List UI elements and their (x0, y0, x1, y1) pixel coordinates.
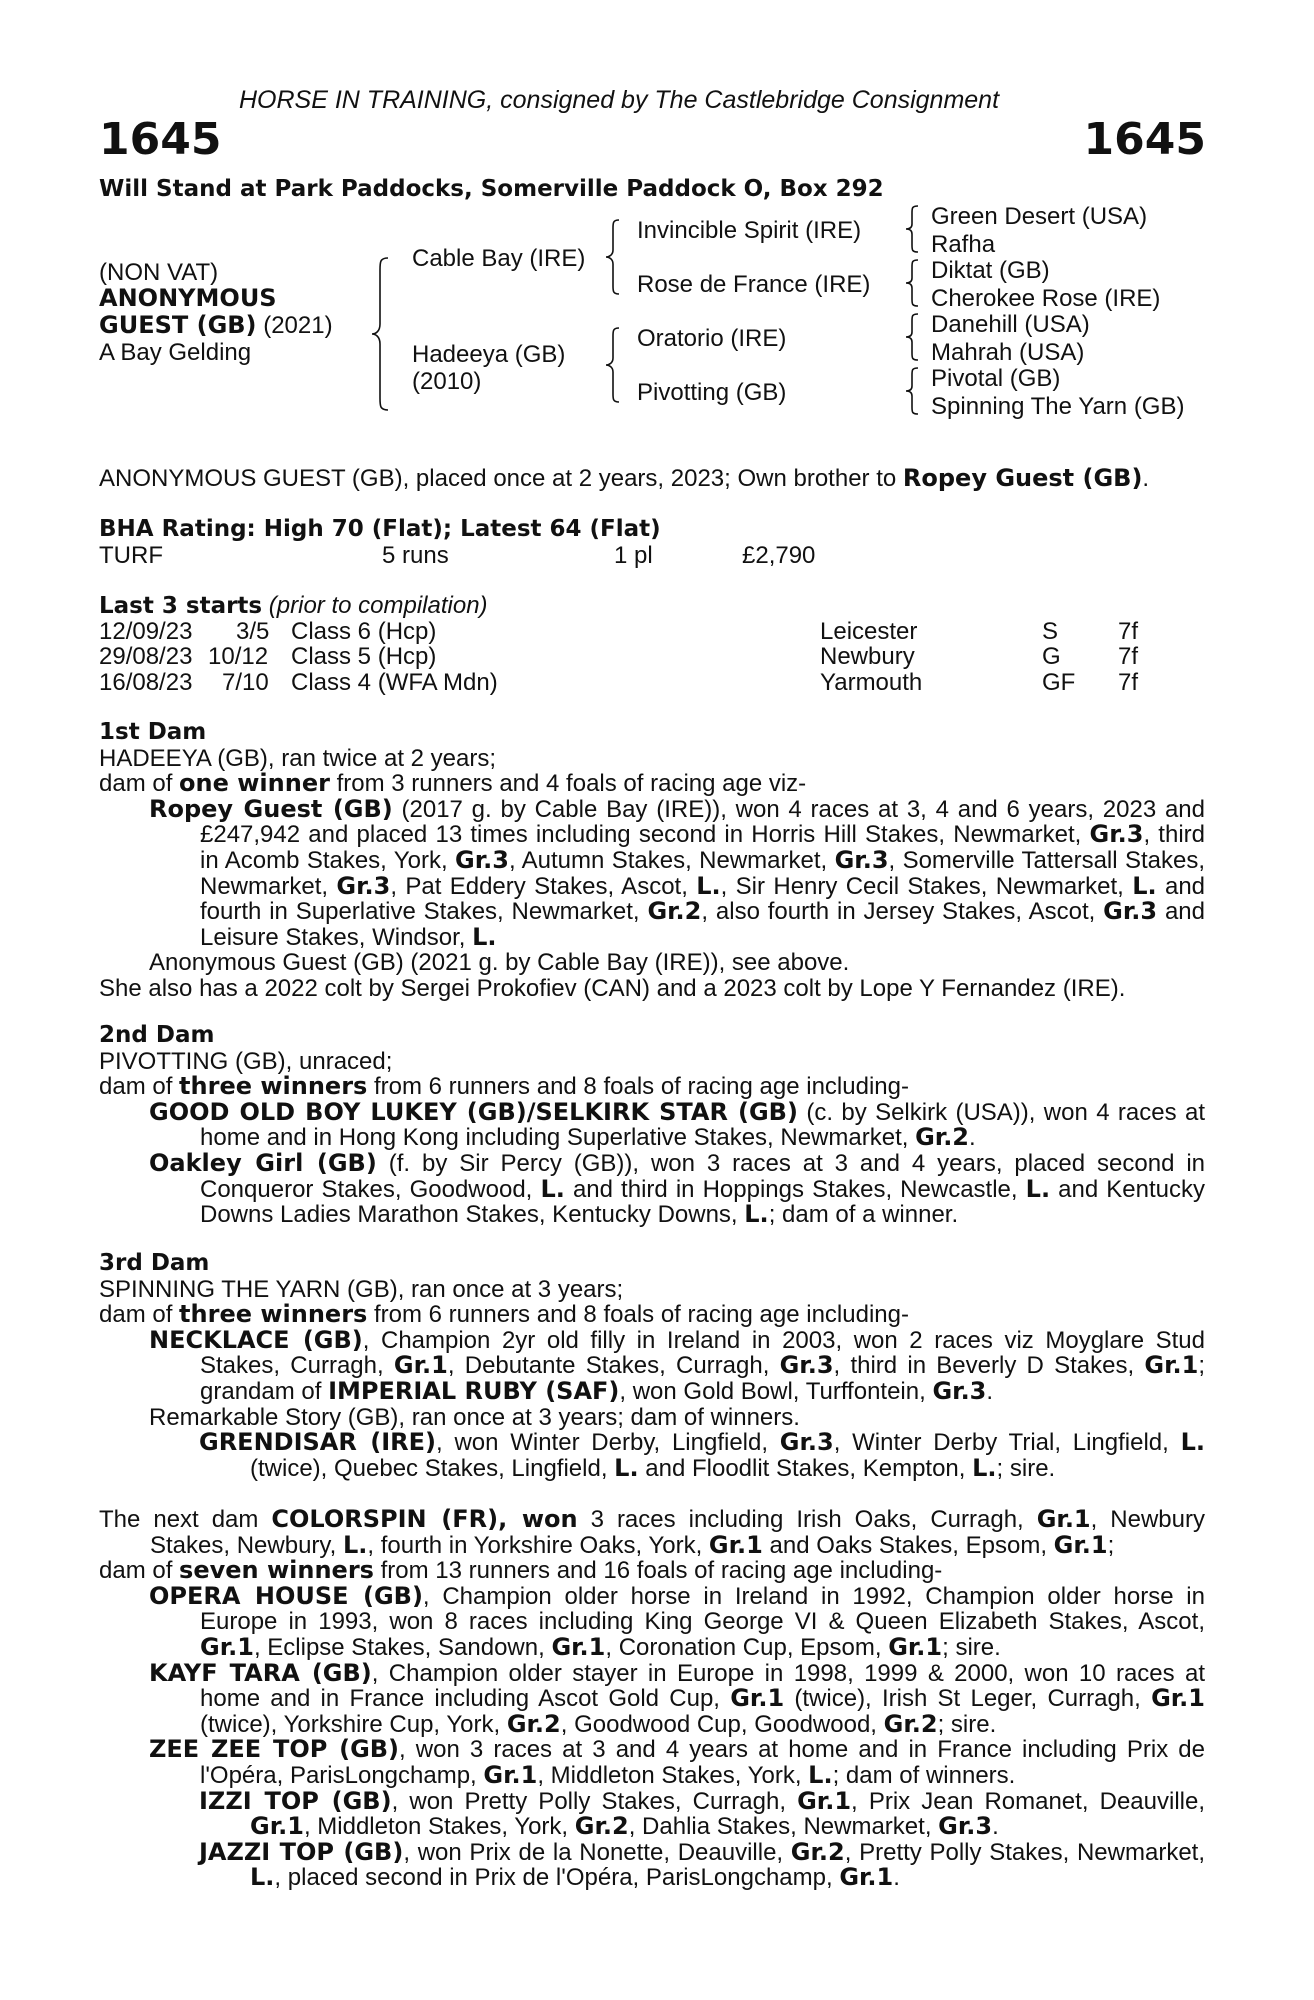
lot-number-left: 1645 (99, 114, 222, 165)
pedigree-brace-dam (606, 326, 622, 404)
horse-name-line2 (99, 312, 333, 339)
sire-dam: Rose de France (IRE) (637, 271, 871, 298)
stand-location: Will Stand at Park Paddocks, Somerville Paddock O, Box 292 (99, 176, 884, 202)
start-position: 10/12 (208, 643, 269, 670)
dam-dam-sire: Pivotal (GB) (931, 365, 1061, 392)
dam: Hadeeya (GB) (412, 341, 566, 368)
start-position: 7/10 (222, 669, 269, 696)
start-course: Yarmouth (820, 669, 923, 696)
first-dam-section (99, 720, 1205, 1002)
remarkable-story-entry: Remarkable Story (GB), ran once at 3 years; dam of winners. (149, 1403, 800, 1431)
rating-runs: 5 runs (382, 542, 449, 569)
zee-zee-top-entry: ZEE ZEE TOP (GB), won 3 races at 3 and 4 years at home and in France including Prix de l'Opéra, ParisLongchamp, Gr.1, Middleton Stakes, York, L.; dam of winners. (149, 1735, 1205, 1789)
dam-sire: Oratorio (IRE) (637, 325, 787, 352)
pedigree-brace-g2 (906, 258, 920, 308)
horse-year: (2021) (256, 312, 333, 339)
horse-vat: (NON VAT) (99, 259, 219, 286)
start-race: Class 5 (Hcp) (291, 643, 437, 670)
dam-year: (2010) (412, 368, 482, 395)
pedigree-brace-g1 (906, 204, 920, 254)
sire-dam-sire: Diktat (GB) (931, 257, 1050, 284)
second-dam-produce: dam of three winners from 6 runners and 8 foals of racing age including- (99, 1072, 909, 1101)
colorspin-entry: The next dam COLORSPIN (FR), won 3 races including Irish Oaks, Curragh, Gr.1, Newbury Stakes, Newbury, L., fourth in Yorkshire Oaks, York, Gr.1 and Oaks Stakes, Epsom, Gr.1; (99, 1505, 1205, 1559)
izzi-top-entry: IZZI TOP (GB), won Pretty Polly Stakes, Curragh, Gr.1, Prix Jean Romanet, Deauville, Gr.1, Middleton Stakes, York, Gr.2, Dahlia Stakes, Newmarket, Gr.3. (199, 1786, 1206, 1841)
last-starts-heading (99, 592, 488, 620)
start-position: 3/5 (236, 618, 270, 645)
summary-text: ANONYMOUS GUEST (GB), placed once at 2 years, 2023; Own brother to (99, 465, 903, 492)
first-dam-also: She also has a 2022 colt by Sergei Prokofiev (CAN) and a 2023 colt by Lope Y Fernandez (IRE). (99, 974, 1126, 1002)
third-dam-section (99, 1251, 1205, 1481)
third-dam-title: 3rd Dam (99, 1250, 210, 1276)
next-dam-produce: dam of seven winners from 13 runners and 16 foals of racing age including- (99, 1556, 943, 1585)
start-race: Class 6 (Hcp) (291, 618, 437, 645)
dam-sire-dam: Mahrah (USA) (931, 339, 1085, 366)
second-dam-title: 2nd Dam (99, 1022, 215, 1048)
consignment-line: HORSE IN TRAINING, consigned by The Castlebridge Consignment (239, 86, 1000, 114)
next-dam-section (99, 1507, 1205, 1891)
horse-description: A Bay Gelding (99, 339, 252, 366)
first-dam-title: 1st Dam (99, 719, 207, 745)
good-old-boy-lukey-entry: GOOD OLD BOY LUKEY (GB)/SELKIRK STAR (GB) (c. by Selkirk (USA)), won 4 races at home and in Hong Kong including Superlative Stakes, Newmarket, Gr.2. (149, 1097, 1205, 1152)
sire-sire-dam: Rafha (931, 231, 996, 258)
second-dam-line: PIVOTTING (GB), unraced; (99, 1047, 393, 1075)
kayf-tara-entry: KAYF TARA (GB), Champion older stayer in Europe in 1998, 1999 & 2000, won 10 races at home and in France including Ascot Gold Cup, Gr.1 (twice), Irish St Leger, Curragh, Gr.1 (twice), Yorkshire Cup, York, Gr.2, Goodwood Cup, Goodwood, Gr.2; sire. (149, 1658, 1206, 1738)
start-course: Leicester (820, 618, 918, 645)
start-distance: 7f (1118, 618, 1139, 645)
start-going: GF (1042, 669, 1076, 696)
dam-dam: Pivotting (GB) (637, 379, 787, 406)
sire: Cable Bay (IRE) (412, 245, 586, 272)
summary-sibling: Ropey Guest (GB) (902, 464, 1143, 492)
last-starts-title: Last 3 starts (99, 593, 263, 619)
sire-sire-sire: Green Desert (USA) (931, 203, 1148, 230)
horse-name-line1: ANONYMOUS (99, 284, 277, 312)
rating-placed: 1 pl (614, 542, 653, 569)
rating-earnings: £2,790 (742, 542, 816, 569)
first-dam-produce: dam of one winner from 3 runners and 4 foals of racing age viz- (99, 769, 807, 798)
second-dam-section (99, 1023, 1205, 1228)
pedigree-brace-sire (606, 218, 622, 296)
summary-line (99, 464, 1149, 493)
necklace-entry: NECKLACE (GB), Champion 2yr old filly in Ireland in 2003, won 2 races viz Moyglare Stud Stakes, Curragh, Gr.1, Debutante Stakes, Curragh, Gr.3, third in Beverly D Stakes, Gr.1; grandam of IMPERIAL RUBY (SAF), won Gold Bowl, Turffontein, Gr.3. (149, 1325, 1205, 1405)
bha-rating: BHA Rating: High 70 (Flat); Latest 64 (Flat) (99, 516, 661, 542)
ropey-guest-entry: Ropey Guest (GB) (2017 g. by Cable Bay (IRE)), won 4 races at 3, 4 and 6 years, 2023 and £247,942 and placed 13 times including second in Horris Hill Stakes, Newmarket, Gr.3, third in Acomb Stakes, York, Gr.3, Autumn Stakes, Newmarket, Gr.3, Somerville Tattersall Stakes, Newmarket, Gr.3, Pat Eddery Stakes, Ascot, L., Sir Henry Cecil Stakes, Newmarket, L. and fourth in Superlative Stakes, Newmarket, Gr.2, also fourth in Jersey Stakes, Ascot, Gr.3 and Leisure Stakes, Windsor, L. (149, 794, 1206, 951)
grendisar-entry: GRENDISAR (IRE), won Winter Derby, Lingfield, Gr.3, Winter Derby Trial, Lingfield, L. (twice), Quebec Stakes, Lingfield, L. and Floodlit Stakes, Kempton, L.; sire. (199, 1428, 1205, 1482)
start-going: G (1042, 643, 1061, 670)
summary-end: . (1142, 465, 1150, 492)
dam-dam-dam: Spinning The Yarn (GB) (931, 393, 1185, 420)
start-date: 29/08/23 (99, 643, 193, 670)
pedigree-brace-main (372, 256, 392, 412)
sire-dam-dam: Cherokee Rose (IRE) (931, 285, 1161, 312)
first-dam-line: HADEEYA (GB), ran twice at 2 years; (99, 744, 497, 772)
third-dam-produce: dam of three winners from 6 runners and 8 foals of racing age including- (99, 1300, 909, 1329)
last-starts-note: (prior to compilation) (268, 592, 488, 619)
start-distance: 7f (1118, 643, 1139, 670)
pedigree-brace-g4 (906, 366, 920, 416)
dam-sire-sire: Danehill (USA) (931, 311, 1090, 338)
start-date: 16/08/23 (99, 669, 193, 696)
start-date: 12/09/23 (99, 618, 193, 645)
oakley-girl-entry: Oakley Girl (GB) (f. by Sir Percy (GB)), won 3 races at 3 and 4 years, placed second in Conqueror Stakes, Goodwood, L. and third in Hoppings Stakes, Newcastle, L. and Kentucky Downs Ladies Marathon Stakes, Kentucky Downs, L.; dam of a winner. (149, 1148, 1206, 1229)
opera-house-entry: OPERA HOUSE (GB), Champion older horse in Ireland in 1992, Champion older horse in Europe in 1993, won 8 races including King George VI & Queen Elizabeth Stakes, Ascot, Gr.1, Eclipse Stakes, Sandown, Gr.1, Coronation Cup, Epsom, Gr.1; sire. (149, 1581, 1205, 1661)
third-dam-line: SPINNING THE YARN (GB), ran once at 3 years; (99, 1275, 624, 1303)
rating-surface: TURF (99, 542, 163, 569)
start-distance: 7f (1118, 669, 1139, 696)
anonymous-guest-entry: Anonymous Guest (GB) (2021 g. by Cable Bay (IRE)), see above. (149, 949, 850, 977)
start-going: S (1042, 618, 1059, 645)
horse-name-part2: GUEST (GB) (99, 311, 257, 339)
lot-number-right: 1645 (1083, 114, 1206, 165)
start-race: Class 4 (WFA Mdn) (291, 669, 498, 696)
start-course: Newbury (820, 643, 915, 670)
sire-sire: Invincible Spirit (IRE) (637, 217, 862, 244)
pedigree-brace-g3 (906, 312, 920, 362)
jazzi-top-entry: JAZZI TOP (GB), won Prix de la Nonette, Deauville, Gr.2, Pretty Polly Stakes, Newmarket, L., placed second in Prix de l'Opéra, ParisLongchamp, Gr.1. (199, 1837, 1205, 1892)
